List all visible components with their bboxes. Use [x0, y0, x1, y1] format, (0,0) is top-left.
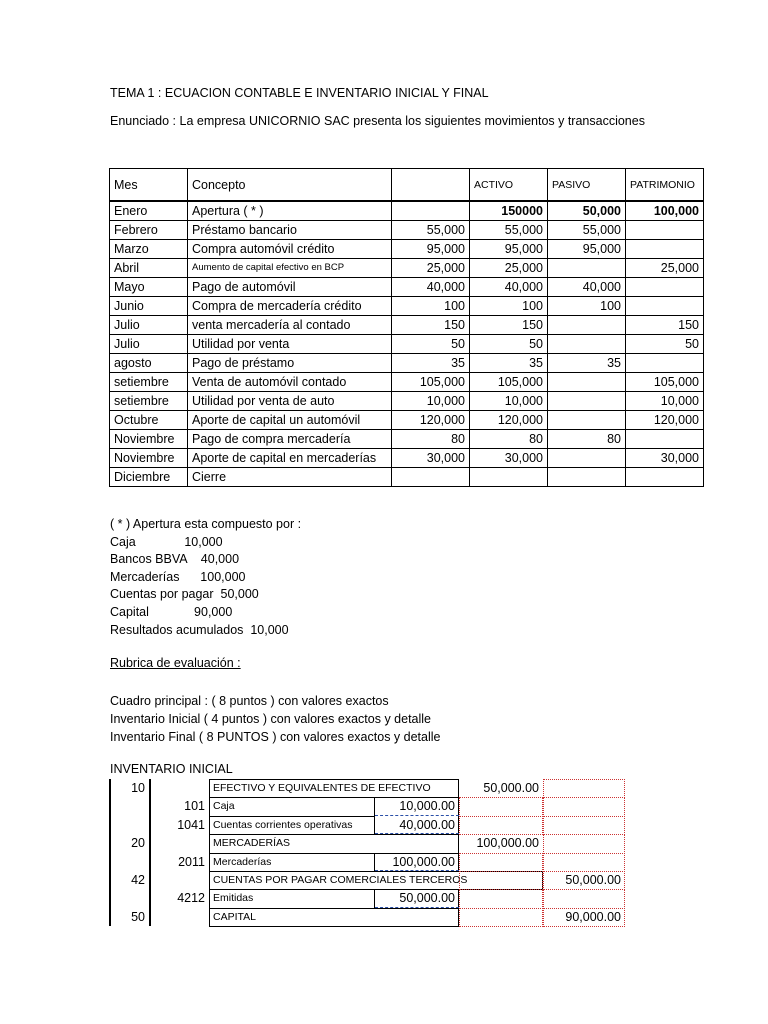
cell-pasivo: 40,000: [548, 278, 626, 297]
cell-monto: 100: [392, 297, 470, 316]
cell-mes: Julio: [110, 316, 188, 335]
cell-mes: Junio: [110, 297, 188, 316]
header-blank: [392, 169, 470, 202]
table-row: [110, 430, 704, 449]
cell-patrimonio: [626, 240, 704, 259]
cell-mes: Noviembre: [110, 430, 188, 449]
table-row: [110, 411, 704, 430]
document-title: TEMA 1 : ECUACION CONTABLE E INVENTARIO INICIAL Y FINAL: [110, 86, 489, 100]
rubric-title: Rubrica de evaluación :: [110, 656, 241, 670]
liability-capital-amount: [543, 834, 625, 852]
cell-mes: Marzo: [110, 240, 188, 259]
cell-concepto: Pago de automóvil: [188, 278, 392, 297]
subaccount-code: 101: [184, 799, 205, 814]
cell-monto: 30,000: [392, 449, 470, 468]
cell-activo: 35: [470, 354, 548, 373]
table-row: [110, 392, 704, 411]
cell-pasivo: [548, 392, 626, 411]
cell-patrimonio: 120,000: [626, 411, 704, 430]
rubric-item: Inventario Inicial ( 4 puntos ) con valores exactos y detalle: [110, 712, 432, 726]
table-row: [110, 221, 704, 240]
cell-pasivo: 95,000: [548, 240, 626, 259]
cell-concepto: Apertura ( * ): [188, 201, 392, 221]
detail-amount: 40,000.00: [399, 817, 455, 832]
cell-patrimonio: 30,000: [626, 449, 704, 468]
header-mes: Mes: [110, 169, 188, 202]
cell-pasivo: 55,000: [548, 221, 626, 240]
account-description: Emitidas: [213, 892, 254, 905]
apertura-item: Capital 90,000: [110, 604, 233, 619]
subaccount-code: 1041: [177, 817, 205, 832]
detail-amount: [375, 871, 459, 889]
cell-concepto: Aporte de capital en mercaderías: [188, 449, 392, 468]
subaccount-code: [149, 908, 205, 926]
liability-capital-amount: [543, 889, 625, 907]
cell-patrimonio: [626, 354, 704, 373]
group-amount: 100,000.00: [476, 836, 539, 851]
transactions-table: [109, 168, 704, 487]
table-row: [110, 278, 704, 297]
cell-pasivo: [548, 373, 626, 392]
table-row: [110, 297, 704, 316]
account-description: Mercaderías: [213, 855, 272, 868]
cell-monto: 50: [392, 335, 470, 354]
cell-activo: 95,000: [470, 240, 548, 259]
cell-monto: 80: [392, 430, 470, 449]
header-pasivo: PASIVO: [548, 169, 626, 202]
liability-capital-amount: [543, 779, 625, 797]
cell-pasivo: [548, 449, 626, 468]
cell-mes: Noviembre: [110, 449, 188, 468]
detail-amount: [375, 779, 459, 797]
inventory-grid: [109, 779, 625, 929]
problem-statement: Enunciado : La empresa UNICORNIO SAC presenta los siguientes movimientos y transacciones: [110, 114, 645, 128]
cell-activo: 25,000: [470, 259, 548, 278]
table-row: [110, 468, 704, 487]
subaccount-code: 4212: [177, 891, 205, 906]
apertura-title: ( * ) Apertura esta compuesto por :: [110, 517, 302, 531]
cell-mes: agosto: [110, 354, 188, 373]
rubric-list: [110, 692, 440, 746]
detail-amount: [375, 834, 459, 852]
table-row: [110, 259, 704, 278]
table-row: [110, 354, 704, 373]
cell-concepto: Aumento de capital efectivo en BCP: [188, 259, 392, 278]
apertura-item: Mercaderías 100,000: [110, 569, 246, 584]
account-code: 50: [131, 909, 145, 924]
account-description: MERCADERÍAS: [213, 837, 291, 850]
cell-pasivo: 100: [548, 297, 626, 316]
cell-mes: Enero: [110, 201, 188, 221]
table-row: [110, 201, 704, 221]
cell-activo: 50: [470, 335, 548, 354]
cell-patrimonio: 100,000: [626, 201, 704, 221]
cell-mes: Mayo: [110, 278, 188, 297]
detail-amount: 100,000.00: [392, 854, 455, 869]
liability-capital-amount: [543, 816, 625, 834]
cell-monto: 120,000: [392, 411, 470, 430]
table-row: [110, 316, 704, 335]
cell-patrimonio: 105,000: [626, 373, 704, 392]
inventory-title: INVENTARIO INICIAL: [110, 762, 233, 776]
apertura-item: Bancos BBVA 40,000: [110, 552, 240, 567]
cell-concepto: Pago de compra mercadería: [188, 430, 392, 449]
cell-activo: 150: [470, 316, 548, 335]
cell-concepto: Utilidad por venta: [188, 335, 392, 354]
cell-concepto: Venta de automóvil contado: [188, 373, 392, 392]
cell-monto: 40,000: [392, 278, 470, 297]
apertura-detail: [110, 516, 301, 639]
cell-patrimonio: 10,000: [626, 392, 704, 411]
account-code: 20: [131, 836, 145, 851]
cell-patrimonio: [626, 468, 704, 487]
header-activo: ACTIVO: [470, 169, 548, 202]
apertura-item: Caja 10,000: [110, 534, 223, 549]
account-description: EFECTIVO Y EQUIVALENTES DE EFECTIVO: [213, 782, 431, 794]
header-patrimonio: PATRIMONIO: [626, 169, 704, 202]
cell-mes: Octubre: [110, 411, 188, 430]
detail-amount: 50,000.00: [399, 891, 455, 906]
cell-patrimonio: 25,000: [626, 259, 704, 278]
cell-activo: 105,000: [470, 373, 548, 392]
cell-monto: 10,000: [392, 392, 470, 411]
cell-mes: Febrero: [110, 221, 188, 240]
account-description: Caja: [213, 800, 235, 813]
group-amount: [459, 871, 543, 889]
cell-pasivo: [548, 259, 626, 278]
table-row: [110, 240, 704, 259]
cell-mes: Diciembre: [110, 468, 188, 487]
cell-patrimonio: 50: [626, 335, 704, 354]
table-row: [110, 449, 704, 468]
group-amount: [459, 908, 543, 926]
group-amount: [459, 816, 543, 834]
cell-mes: setiembre: [110, 392, 188, 411]
cell-pasivo: [548, 335, 626, 354]
cell-pasivo: 35: [548, 354, 626, 373]
table-header-row: [110, 169, 704, 202]
cell-monto: 25,000: [392, 259, 470, 278]
cell-patrimonio: [626, 278, 704, 297]
cell-monto: [392, 468, 470, 487]
account-description: Cuentas corrientes operativas: [213, 818, 353, 831]
header-concepto: Concepto: [188, 169, 392, 202]
cell-monto: 95,000: [392, 240, 470, 259]
apertura-item: Resultados acumulados 10,000: [110, 622, 289, 637]
cell-pasivo: [548, 411, 626, 430]
group-amount: [459, 797, 543, 815]
cell-activo: [470, 468, 548, 487]
subaccount-code: 2011: [178, 854, 205, 869]
cell-concepto: venta mercadería al contado: [188, 316, 392, 335]
cell-mes: Julio: [110, 335, 188, 354]
account-code: [109, 889, 145, 907]
liability-capital-amount: 90,000.00: [565, 909, 621, 924]
account-code: 42: [131, 873, 145, 887]
cell-patrimonio: [626, 297, 704, 316]
cell-activo: 100: [470, 297, 548, 316]
detail-amount: 10,000.00: [399, 799, 455, 814]
cell-pasivo: 50,000: [548, 201, 626, 221]
cell-monto: 55,000: [392, 221, 470, 240]
cell-concepto: Utilidad por venta de auto: [188, 392, 392, 411]
account-description: CAPITAL: [213, 910, 256, 923]
cell-monto: 150: [392, 316, 470, 335]
cell-mes: Abril: [110, 259, 188, 278]
cell-activo: 40,000: [470, 278, 548, 297]
subaccount-code: [149, 779, 205, 797]
cell-pasivo: 80: [548, 430, 626, 449]
cell-patrimonio: [626, 430, 704, 449]
account-code: 10: [131, 781, 145, 795]
liability-capital-amount: 50,000.00: [565, 873, 621, 887]
cell-concepto: Cierre: [188, 468, 392, 487]
cell-pasivo: [548, 316, 626, 335]
account-code: [109, 816, 145, 834]
account-code: [109, 853, 145, 871]
cell-activo: 80: [470, 430, 548, 449]
rubric-item: Inventario Final ( 8 PUNTOS ) con valores exactos y detalle: [110, 730, 441, 744]
subaccount-code: [149, 871, 205, 889]
cell-activo: 30,000: [470, 449, 548, 468]
cell-activo: 150000: [470, 201, 548, 221]
cell-activo: 10,000: [470, 392, 548, 411]
cell-concepto: Pago de préstamo: [188, 354, 392, 373]
subaccount-code: [149, 834, 205, 852]
cell-monto: [392, 201, 470, 221]
cell-concepto: Préstamo bancario: [188, 221, 392, 240]
account-code: [109, 797, 145, 815]
group-amount: 50,000.00: [483, 781, 539, 795]
cell-patrimonio: [626, 221, 704, 240]
detail-amount: [375, 908, 459, 926]
table-row: [110, 373, 704, 392]
apertura-item: Cuentas por pagar 50,000: [110, 587, 259, 602]
cell-patrimonio: 150: [626, 316, 704, 335]
cell-monto: 105,000: [392, 373, 470, 392]
cell-monto: 35: [392, 354, 470, 373]
cell-concepto: Compra automóvil crédito: [188, 240, 392, 259]
liability-capital-amount: [543, 853, 625, 871]
cell-pasivo: [548, 468, 626, 487]
cell-activo: 120,000: [470, 411, 548, 430]
cell-activo: 55,000: [470, 221, 548, 240]
account-description: CUENTAS POR PAGAR COMERCIALES TERCEROS: [213, 874, 468, 886]
cell-concepto: Compra de mercadería crédito: [188, 297, 392, 316]
rubric-item: Cuadro principal : ( 8 puntos ) con valores exactos: [110, 694, 389, 708]
liability-capital-amount: [543, 797, 625, 815]
group-amount: [459, 853, 543, 871]
group-amount: [459, 889, 543, 907]
cell-mes: setiembre: [110, 373, 188, 392]
table-row: [110, 335, 704, 354]
cell-concepto: Aporte de capital un automóvil: [188, 411, 392, 430]
